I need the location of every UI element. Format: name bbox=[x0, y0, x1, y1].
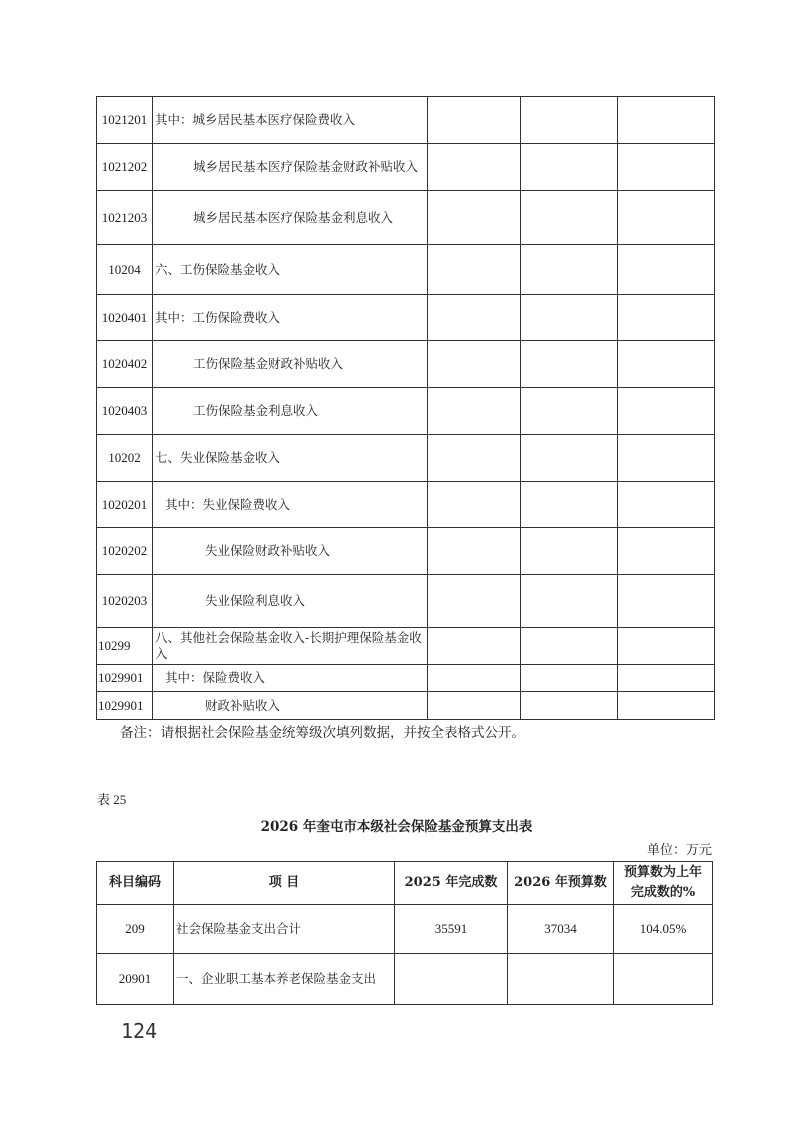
row-pct bbox=[614, 954, 713, 1005]
row-item: 工伤保险基金财政补贴收入 bbox=[153, 341, 428, 388]
row-item: 八、其他社会保险基金收入-长期护理保险基金收入 bbox=[153, 628, 428, 665]
row-2026 bbox=[521, 144, 618, 191]
row-code: 1020403 bbox=[97, 388, 153, 435]
row-pct bbox=[618, 528, 715, 575]
row-pct bbox=[618, 388, 715, 435]
header-code: 科目编码 bbox=[97, 862, 174, 905]
row-2026 bbox=[521, 575, 618, 628]
row-code: 1020201 bbox=[97, 482, 153, 528]
row-code: 10299 bbox=[97, 628, 153, 665]
row-2025 bbox=[428, 97, 521, 144]
row-item: 工伤保险基金利息收入 bbox=[153, 388, 428, 435]
row-2025 bbox=[428, 388, 521, 435]
row-code: 1021203 bbox=[97, 191, 153, 245]
row-2026 bbox=[521, 191, 618, 245]
row-pct bbox=[618, 575, 715, 628]
header-2026: 2026 年预算数 bbox=[508, 862, 614, 905]
row-code: 1020203 bbox=[97, 575, 153, 628]
table-row bbox=[97, 905, 713, 954]
row-2025 bbox=[428, 341, 521, 388]
row-code: 20901 bbox=[97, 954, 174, 1005]
row-2026: 37034 bbox=[508, 905, 614, 954]
row-item: 失业保险财政补贴收入 bbox=[153, 528, 428, 575]
row-item: 其中：城乡居民基本医疗保险费收入 bbox=[153, 97, 428, 144]
row-code: 1029901 bbox=[97, 692, 153, 720]
row-pct bbox=[618, 665, 715, 692]
row-item-text: 城乡居民基本医疗保险基金财政补贴收入 bbox=[193, 159, 419, 174]
table-row bbox=[97, 144, 715, 191]
row-code: 209 bbox=[97, 905, 174, 954]
header-2025: 2025 年完成数 bbox=[395, 862, 508, 905]
row-pct bbox=[618, 97, 715, 144]
row-2025 bbox=[428, 191, 521, 245]
row-item: 一、企业职工基本养老保险基金支出 bbox=[174, 954, 395, 1005]
table-row bbox=[97, 692, 715, 720]
header-item: 项 目 bbox=[174, 862, 395, 905]
row-2025: 35591 bbox=[395, 905, 508, 954]
row-item: 失业保险利息收入 bbox=[153, 575, 428, 628]
row-2026 bbox=[521, 665, 618, 692]
row-pct bbox=[618, 482, 715, 528]
row-pct bbox=[618, 341, 715, 388]
header-row bbox=[97, 862, 713, 905]
row-2025 bbox=[428, 692, 521, 720]
table-row bbox=[97, 245, 715, 295]
row-code: 1029901 bbox=[97, 665, 153, 692]
row-pct bbox=[618, 295, 715, 341]
row-2026 bbox=[521, 482, 618, 528]
row-item: 其中：工伤保险费收入 bbox=[153, 295, 428, 341]
row-2025 bbox=[428, 295, 521, 341]
row-code: 1020202 bbox=[97, 528, 153, 575]
row-code: 10202 bbox=[97, 435, 153, 482]
row-code: 10204 bbox=[97, 245, 153, 295]
row-pct bbox=[618, 191, 715, 245]
table-row bbox=[97, 341, 715, 388]
row-2025 bbox=[428, 245, 521, 295]
row-2026 bbox=[508, 954, 614, 1005]
row-2026 bbox=[521, 692, 618, 720]
table-row bbox=[97, 575, 715, 628]
table-title: 2026 年奎屯市本级社会保险基金预算支出表 bbox=[260, 819, 533, 835]
row-2026 bbox=[521, 528, 618, 575]
row-2026 bbox=[521, 245, 618, 295]
table-row bbox=[97, 295, 715, 341]
row-2026 bbox=[521, 97, 618, 144]
row-pct bbox=[618, 435, 715, 482]
unit-label: 单位：万元 bbox=[646, 843, 712, 858]
row-item bbox=[153, 144, 428, 191]
row-2025 bbox=[428, 528, 521, 575]
row-2026 bbox=[521, 341, 618, 388]
row-code: 1020401 bbox=[97, 295, 153, 341]
row-2026 bbox=[521, 435, 618, 482]
table-note: 备注：请根据社会保险基金统筹级次填列数据，并按全表格式公开。 bbox=[120, 725, 525, 741]
table-number: 表 25 bbox=[97, 792, 127, 807]
table-row bbox=[97, 954, 713, 1005]
header-pct: 预算数为上年完成数的% bbox=[614, 862, 713, 905]
row-item: 其中：失业保险费收入 bbox=[153, 482, 428, 528]
row-2025 bbox=[428, 144, 521, 191]
row-pct bbox=[618, 692, 715, 720]
row-2025 bbox=[428, 628, 521, 665]
row-item: 财政补贴收入 bbox=[153, 692, 428, 720]
table-row bbox=[97, 482, 715, 528]
page-number: 124 bbox=[121, 1019, 158, 1043]
row-item: 城乡居民基本医疗保险基金利息收入 bbox=[153, 191, 428, 245]
row-2026 bbox=[521, 295, 618, 341]
table-row bbox=[97, 628, 715, 665]
row-item: 社会保险基金支出合计 bbox=[174, 905, 395, 954]
row-pct: 104.05% bbox=[614, 905, 713, 954]
row-pct bbox=[618, 628, 715, 665]
row-2025 bbox=[395, 954, 508, 1005]
income-table bbox=[96, 96, 715, 720]
table-row bbox=[97, 97, 715, 144]
row-2026 bbox=[521, 628, 618, 665]
row-item: 七、失业保险基金收入 bbox=[153, 435, 428, 482]
table-row bbox=[97, 665, 715, 692]
row-code: 1021201 bbox=[97, 97, 153, 144]
row-2026 bbox=[521, 388, 618, 435]
row-2025 bbox=[428, 575, 521, 628]
row-item: 其中：保险费收入 bbox=[153, 665, 428, 692]
row-2025 bbox=[428, 482, 521, 528]
table-row bbox=[97, 191, 715, 245]
expense-table bbox=[96, 861, 713, 1005]
table-row bbox=[97, 435, 715, 482]
table-row bbox=[97, 388, 715, 435]
row-item: 六、工伤保险基金收入 bbox=[153, 245, 428, 295]
row-pct bbox=[618, 144, 715, 191]
row-2025 bbox=[428, 665, 521, 692]
row-2025 bbox=[428, 435, 521, 482]
row-code: 1020402 bbox=[97, 341, 153, 388]
table-row bbox=[97, 528, 715, 575]
row-pct bbox=[618, 245, 715, 295]
row-code: 1021202 bbox=[97, 144, 153, 191]
